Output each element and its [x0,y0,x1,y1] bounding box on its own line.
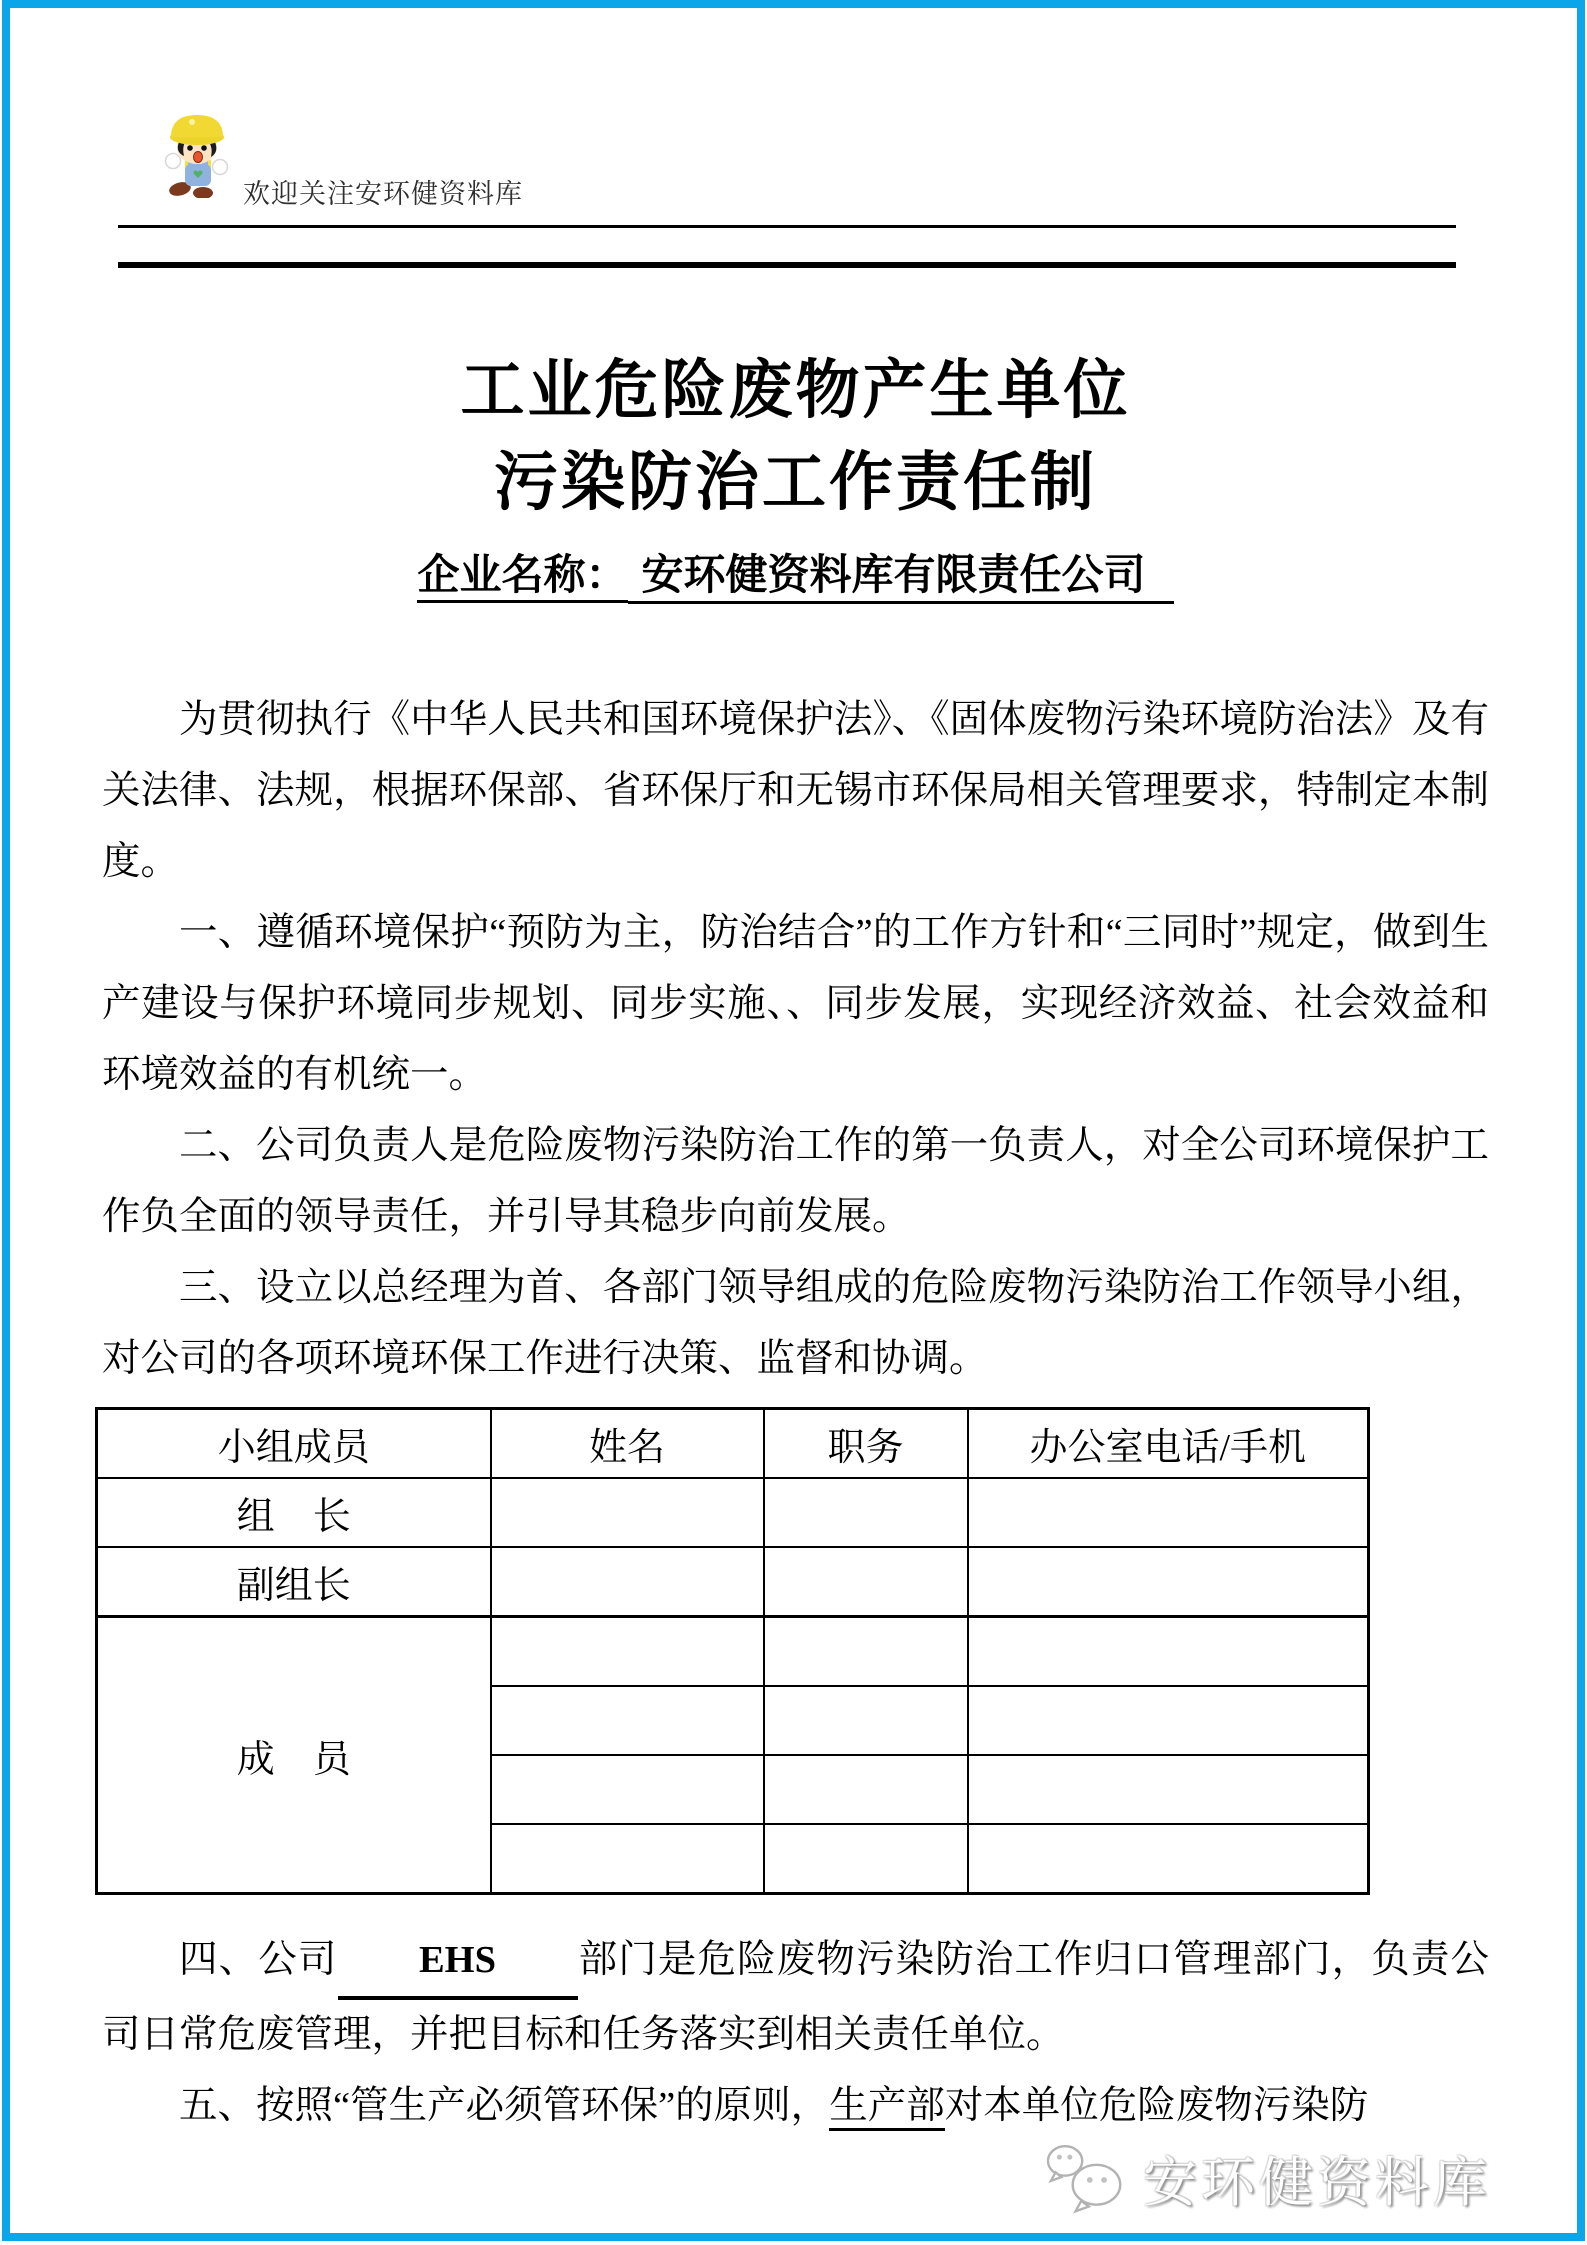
ehs-dept-blank: EHS [338,1925,578,2000]
cell-leader-phone [968,1478,1369,1547]
cell-member1-position [764,1617,968,1687]
row-label-leader: 组 长 [97,1478,491,1547]
doc-title-line2: 污染防治工作责任制 [494,446,1097,518]
row-label-deputy: 副组长 [97,1547,491,1617]
cell-deputy-phone [968,1547,1369,1617]
cell-leader-name [491,1478,764,1547]
cell-member3-phone [968,1755,1369,1824]
production-dept-underlined: 生产部 [829,2085,945,2131]
cell-member3-name [491,1755,764,1824]
wechat-icon [1043,2141,1129,2217]
paragraph-item-5-lead: 五、按照“管生产必须管环保”的原则， [179,2085,830,2127]
company-name-label: 企业名称： [417,551,627,603]
paragraph-item-4-rest: 部门是危险废物污染防治工作归口管理部门，负责公司日常危废管理，并把目标和任务落实到相关责任单位。 [102,1939,1489,2056]
table-row-leader [97,1478,1369,1547]
table-header-row [97,1409,1369,1479]
cell-member2-phone [968,1686,1369,1755]
paragraph-item-2: 二、公司负责人是危险废物污染防治工作的第一负责人，对全公司环境保护工作负全面的领导责任，并引导其稳步向前发展。 [102,1125,1489,1238]
doc-title-line1: 工业危险废物产生单位 [460,354,1131,426]
col-header-member: 小组成员 [97,1409,491,1479]
table-row-member-1 [97,1617,1369,1687]
cell-member3-position [764,1755,968,1824]
cell-member1-phone [968,1617,1369,1687]
paragraph-item-4 [102,1925,1489,2071]
cell-member4-name [491,1824,764,1894]
cell-member4-position [764,1824,968,1894]
cell-member2-name [491,1686,764,1755]
cell-deputy-position [764,1547,968,1617]
header-slogan: 欢迎关注安环健资料库 [243,179,523,209]
paragraph-item-4-lead: 四、公司 [179,1939,338,1981]
cell-leader-position [764,1478,968,1547]
leadership-group-table [95,1407,1370,1895]
footer-brand-text: 安环健资料库 [1143,2153,1491,2213]
row-label-members: 成 员 [97,1617,491,1894]
cell-deputy-name [491,1547,764,1617]
paragraph-item-3: 三、设立以总经理为首、各部门领导组成的危险废物污染防治工作领导小组，对公司的各项环境环保工作进行决策、监督和协调。 [102,1267,1489,1380]
cell-member4-phone [968,1824,1369,1894]
company-name-value: 安环健资料库有限责任公司 [628,553,1174,604]
paragraph-item-5-rest: 对本单位危险废物污染防 [944,2085,1369,2127]
col-header-name: 姓名 [491,1409,764,1479]
table-row-deputy [97,1547,1369,1617]
paragraph-item-5 [102,2071,1489,2142]
company-name-line [102,550,1489,601]
cell-member2-position [764,1686,968,1755]
paragraph-intro: 为贯彻执行《中华人民共和国环境保护法》、《固体废物污染环境防治法》及有关法律、法规，根据环保部、省环保厅和无锡市环保局相关管理要求，特制定本制度。 [102,699,1489,883]
paragraph-item-1: 一、遵循环境保护“预防为主，防治结合”的工作方针和“三同时”规定，做到生产建设与保护环境同步规划、同步实施、、同步发展，实现经济效益、社会效益和环境效益的有机统一。 [102,912,1489,1096]
cell-member1-name [491,1617,764,1687]
footer-brand-block [1043,2140,1491,2217]
col-header-phone: 办公室电话/手机 [968,1409,1369,1479]
col-header-position: 职务 [764,1409,968,1479]
